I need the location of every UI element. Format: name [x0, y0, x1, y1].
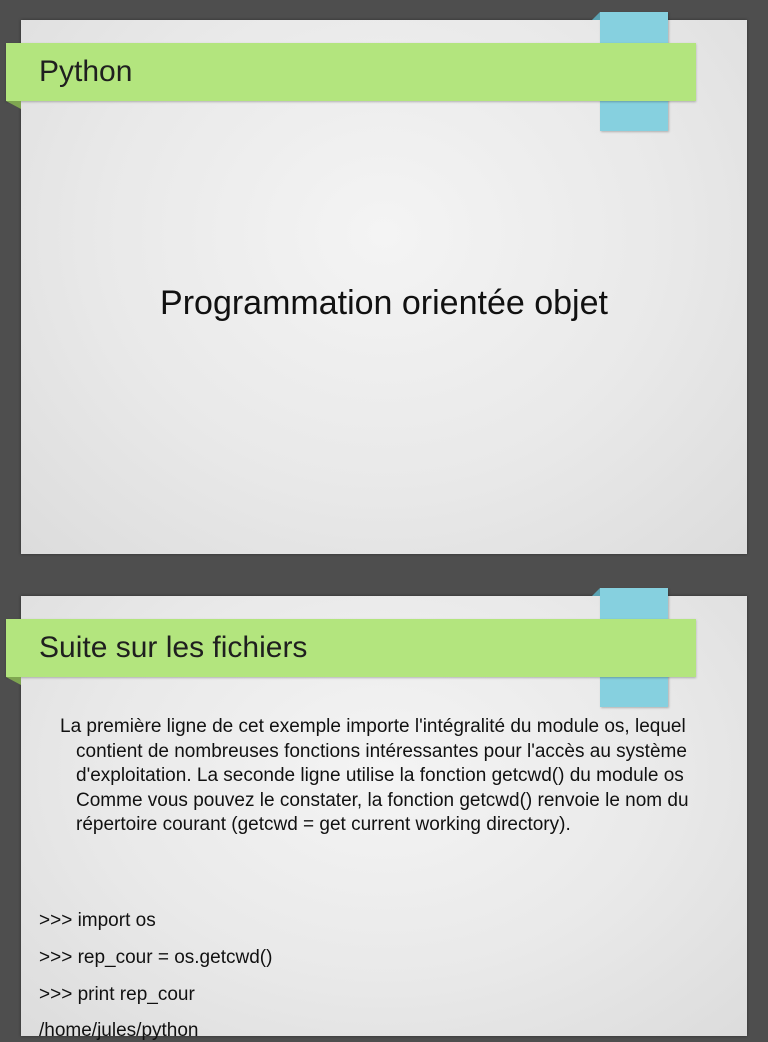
- slide-title: Suite sur les fichiers: [39, 631, 308, 664]
- code-line: >>> print rep_cour: [39, 984, 195, 1005]
- slide-subtitle: Programmation orientée objet: [160, 284, 608, 322]
- code-line: >>> rep_cour = os.getcwd(): [39, 947, 273, 968]
- slide-2: [21, 596, 747, 1041]
- code-line: >>> import os: [39, 910, 156, 931]
- body-paragraph: La première ligne de cet exemple importe l'intégralité du module os, lequel contient de nombreuses fonctions intéressantes pour l'accès au système d'exploitation. La seconde ligne utilise la fonction getcwd() du module os Comme vous pouvez le constater, la fonction getcwd() renvoie le nom du répertoire courant (getcwd = get current working directory).: [60, 716, 689, 835]
- title-band: [6, 619, 696, 677]
- code-line: /home/jules/python: [39, 1020, 199, 1041]
- slide-1: [21, 20, 747, 554]
- slide-title: Python: [39, 55, 133, 88]
- title-band: [6, 43, 696, 101]
